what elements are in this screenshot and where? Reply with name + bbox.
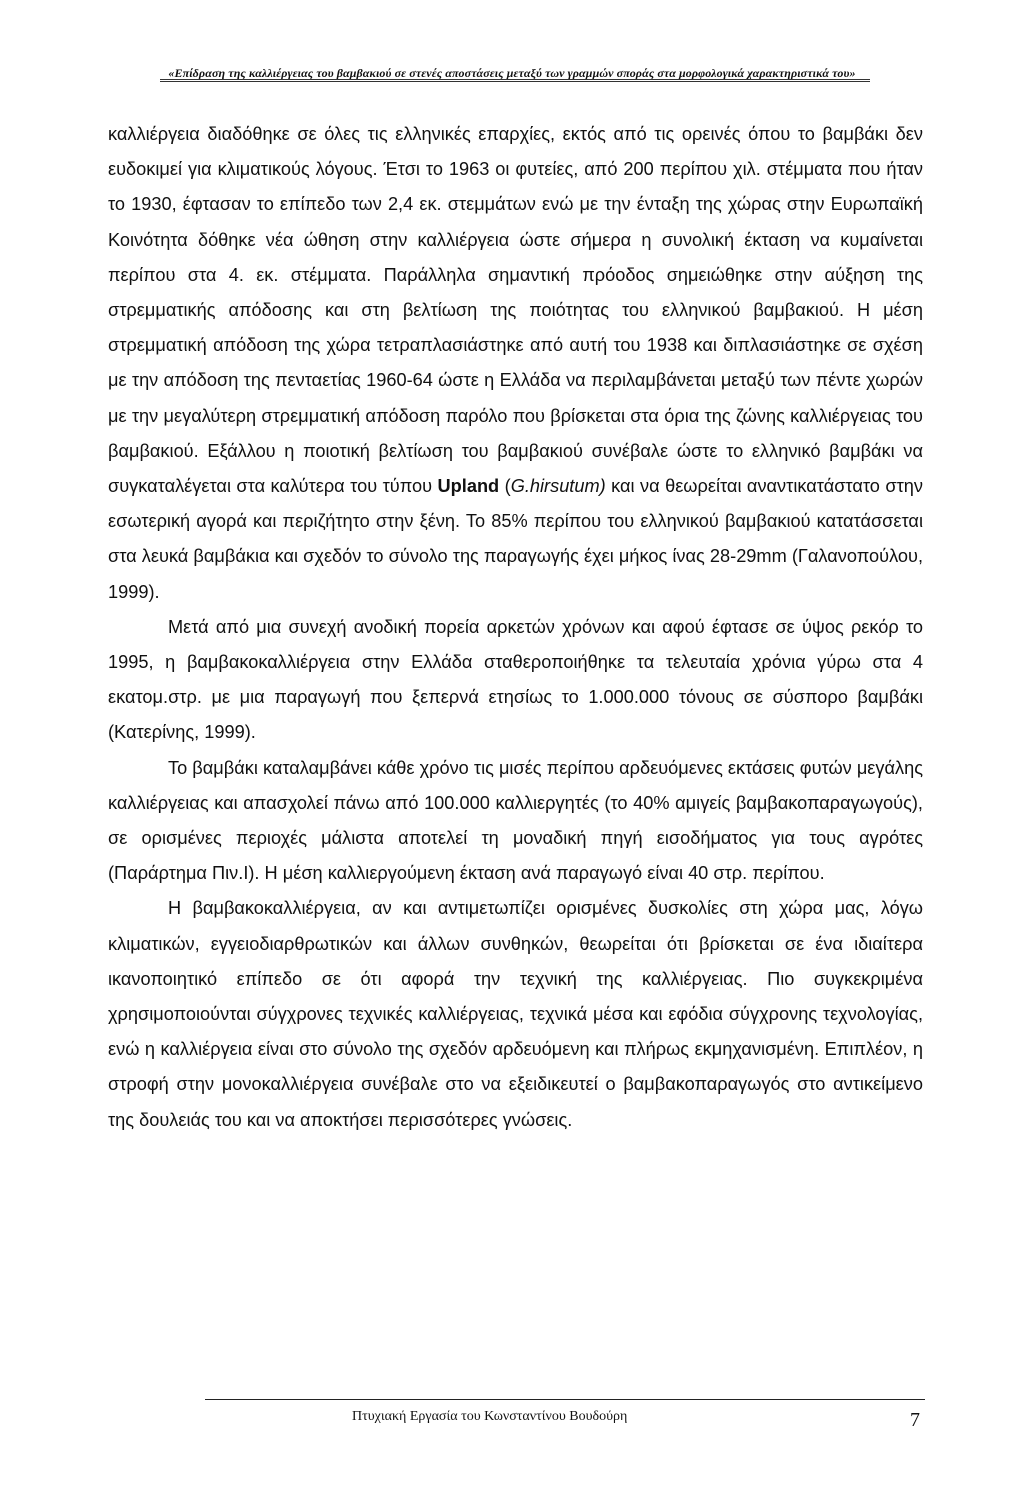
paragraph-2: Μετά από μια συνεχή ανοδική πορεία αρκετών χρόνων και αφού έφτασε σε ύψος ρεκόρ το 1995, η βαμβακοκαλλιέργεια στην Ελλάδα σταθεροποιήθηκε τα τελευταία χρόνια γύρω στα 4 εκατομ.στρ. με μια παραγωγή που ξεπερνά ετησίως το 1.000.000 τόνους σε σύσπορο βαμβάκι (Κατερίνης, 1999). [108,616,923,743]
running-header: «Επίδραση της καλλιέργειας του βαμβακιού σε στενές αποστάσεις μεταξύ των γραμμών σποράς στα μορφολογικά χαρακτηριστικά του» [168,66,856,80]
paragraph-1 [108,117,923,610]
document-body [108,117,923,1138]
species-name: G.hirsutum) [510,476,606,497]
paragraph-3: Το βαμβάκι καταλαμβάνει κάθε χρόνο τις μισές περίπου αρδευόμενες εκτάσεις φυτών μεγάλης καλλιέργειας και απασχολεί πάνω από 100.000 καλλιεργητές (το 40% αμιγείς βαμβακοπαραγωγούς), σε ορισμένες περιοχές μάλιστα αποτελεί τη μοναδική πηγή εισοδήματος για τους αγρότες (Παράρτημα Πιν.I). Η μέση καλλιεργούμενη έκταση ανά παραγωγό είναι 40 στρ. περίπου. [108,757,923,884]
paragraph-1-text-b: και να θεωρείται αναντικατάστατο στην εσωτερική αγορά και περιζήτητο στην ξένη. Το 85% περίπου του ελληνικού βαμβακιού κατατάσσεται στα λευκά βαμβάκια και σχεδόν το σύνολο της παραγωγής έχει μήκος ίνας 28-29mm (Γαλανοπούλου, 1999). [108,476,923,602]
paragraph-4: Η βαμβακοκαλλιέργεια, αν και αντιμετωπίζει ορισμένες δυσκολίες στη χώρα μας, λόγω κλιματικών, εγγειοδιαρθρωτικών και άλλων συνθηκών, θεωρείται ότι βρίσκεται σε ένα ιδιαίτερα ικανοποιητικό επίπεδο σε ότι αφορά την τεχνική της καλλιέργειας. Πιο συγκεκριμένα χρησιμοποιούνται σύγχρονες τεχνικές καλλιέργειας, τεχνικά μέσα και εφόδια σύγχρονης τεχνολογίας, ενώ η καλλιέργεια είναι στο σύνολο της σχεδόν αρδευόμενη και πλήρως εκμηχανισμένη. Επιπλέον, η στροφή στην μονοκαλλιέργεια συνέβαλε στο να εξειδικευτεί ο βαμβακοπαραγωγός στο αντικείμενο της δουλειάς του και να αποκτήσει περισσότερες γνώσεις. [108,898,923,1130]
upland-term: Upland [437,476,500,497]
header-rule [160,79,870,82]
footer-rule [205,1399,925,1400]
paragraph-1-text-mid: ( [499,476,511,497]
footer-author-line: Πτυχιακή Εργασία του Κωνσταντίνου Βουδούρη [352,1409,628,1424]
page-number: 7 [910,1409,920,1431]
paragraph-1-text-a: καλλιέργεια διαδόθηκε σε όλες τις ελληνικές επαρχίες, εκτός από τις ορεινές όπου το βαμβάκι δεν ευδοκιμεί για κλιματικούς λόγους. Έτσι το 1963 οι φυτείες, από 200 περίπου χιλ. στέμματα που ήταν το 1930, έφτασαν το επίπεδο των 2,4 εκ. στεμμάτων ενώ με την ένταξη της χώρας στην Ευρωπαϊκή Κοινότητα δόθηκε νέα ώθηση στην καλλιέργεια ώστε σήμερα η συνολική έκταση να κυμαίνεται περίπου στα 4. εκ. στέμματα. Παράλληλα σημαντική πρόοδος σημειώθηκε στην αύξηση της στρεμματικής απόδοσης και στη βελτίωση της ποιότητας του ελληνικού βαμβακιού. Η μέση στρεμματική απόδοση της χώρα τετραπλασιάστηκε από αυτή του 1938 και διπλασιάστηκε σε σχέση με την απόδοση της πενταετίας 1960-64 ώστε η Ελλάδα να περιλαμβάνεται μεταξύ των πέντε χωρών με την μεγαλύτερη στρεμματική απόδοση παρόλο που βρίσκεται στα όρια της ζώνης καλλιέργειας του βαμβακιού. Εξάλλου η ποιοτική βελτίωση του βαμβακιού συνέβαλε ώστε το ελληνικό βαμβάκι να συγκαταλέγεται στα καλύτερα του τύπου [108,124,923,497]
